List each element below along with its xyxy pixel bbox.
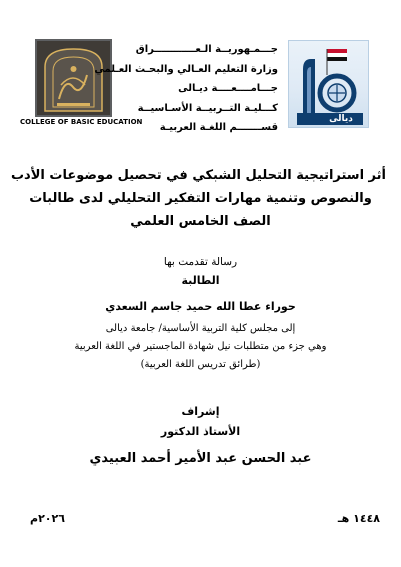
header-line-college: كـــليـة التــربيــة الأسـاسيــة [137,102,278,114]
submission-details [40,320,361,374]
supervisor-title: الأستاذ الدكتور [160,425,241,438]
submitted-by-text: رسالة تقدمت بها [163,256,238,268]
header-line-university: جـــامــــعــــة ديـالى [178,83,278,94]
supervisor-name: عبد الحسن عبد الأمير أحمد العبيدي [89,451,312,466]
submission-line-council: إلى مجلس كلية التربية الأساسية/ جامعة ديالى [105,323,296,334]
logo-text-diyala: ديالى [329,114,353,124]
title-line-3: الصف الخامس العلمي [130,214,271,229]
student-label: الطالبة [181,274,220,287]
student-name: حوراء عطا الله حميد جاسم السعدي [105,300,296,313]
college-logo-caption: COLLEGE OF BASIC EDUCATION [20,118,143,126]
institution-header [94,40,278,138]
submission-line-specialization: (طرائق تدريس اللغة العربية) [140,359,261,370]
title-line-1: أثر استراتيجية التحليل الشبكي في تحصيل موضوعات الأدب [10,168,386,183]
diyala-university-logo [288,40,369,128]
header-line-ministry: وزارة التعليم العـالي والبحـث العـلمي [94,63,278,75]
header-line-department: قســـــــم اللغـة العربيـة [159,122,278,133]
title-line-2: والنصوص وتنمية مهارات التفكير التحليلي لدى طالبات [29,191,372,206]
date-gregorian: ٢٠٢٦م [30,512,65,525]
date-hijri: ١٤٤٨ هـ [337,512,380,525]
header-line-republic: جـــمـهوريــة الـعــــــــــــراق [135,44,278,55]
supervision-label: إشراف [181,405,220,418]
submission-line-degree: وهي جزء من متطلبات نيل شهادة الماجستير في اللغة العربية [74,341,327,352]
thesis-title [10,164,386,233]
